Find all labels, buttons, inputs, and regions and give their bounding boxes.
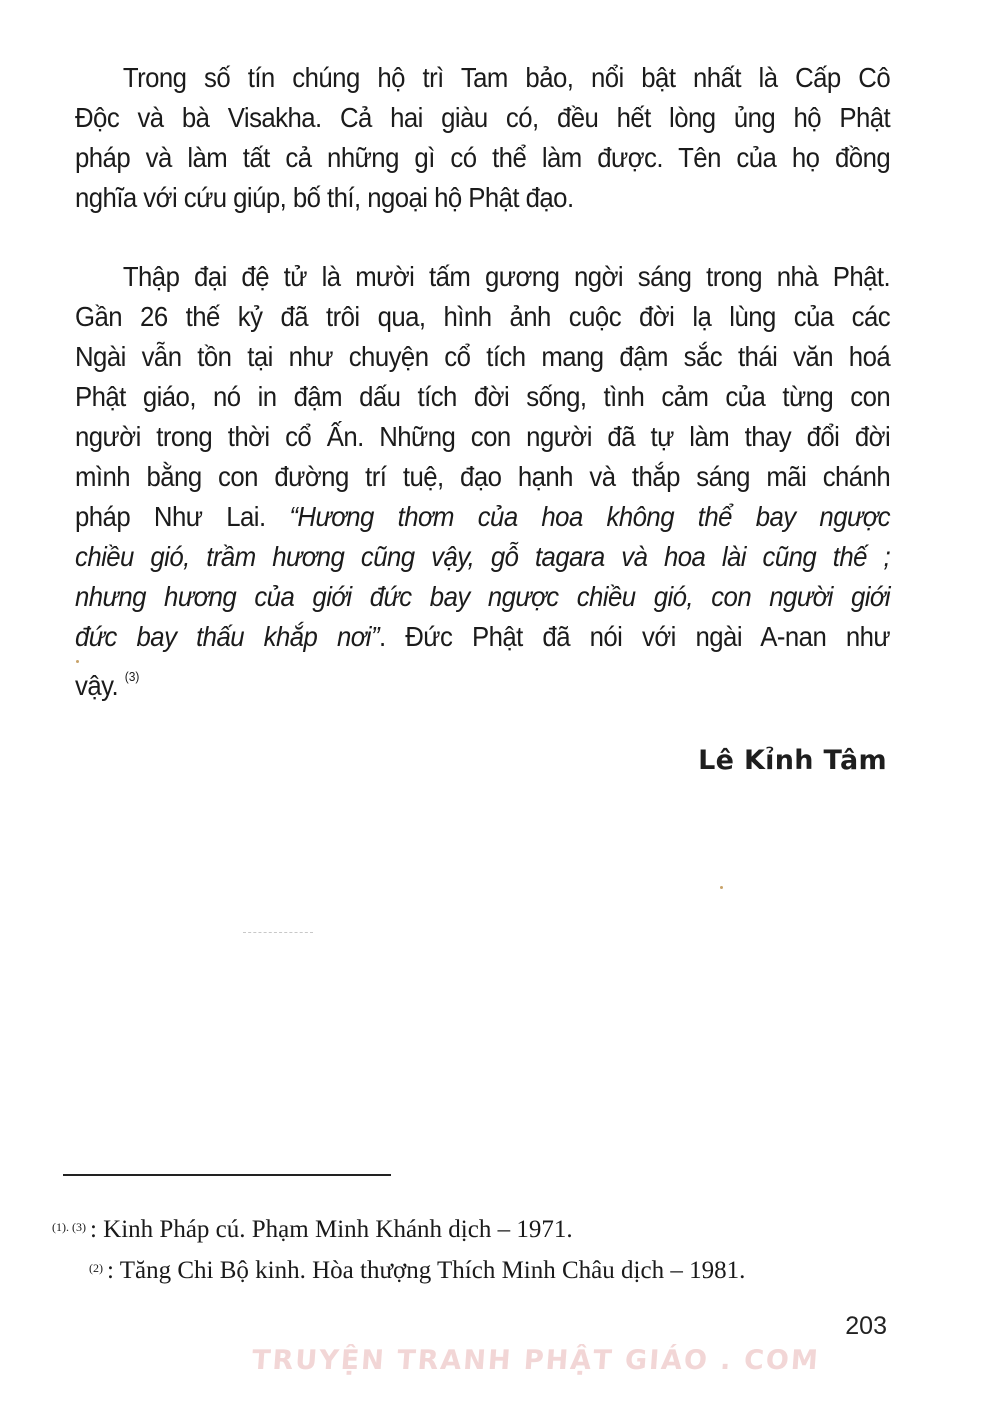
text-line: nghĩa với cứu giúp, bố thí, ngoại hộ Phật đạo. bbox=[75, 182, 574, 213]
footnote-marker: (1). (3) bbox=[52, 1220, 86, 1234]
footnote-divider bbox=[63, 1174, 391, 1176]
text-line-quote-end: đức bay thấu khắp nơi”. Đức Phật đã nói với ngài A-nan như bbox=[75, 621, 891, 652]
paragraph-2 bbox=[75, 257, 890, 706]
text-line: vậy. $^{(3)}$ bbox=[75, 669, 140, 701]
footnotes bbox=[52, 1208, 745, 1290]
footnote-2 bbox=[52, 1249, 745, 1290]
text-line-quote-start: pháp Như Lai. “Hương thơm của hoa không thể bay ngược bbox=[75, 501, 891, 532]
author-signature: Lê Kỉnh Tâm bbox=[698, 745, 887, 776]
text-line-quote bbox=[75, 577, 890, 617]
quote-text: chiều gió, trầm hương cũng vậy, gỗ tagara và hoa lài cũng thế ; bbox=[75, 541, 891, 572]
scan-speck bbox=[76, 660, 79, 663]
footnote-1-3 bbox=[52, 1208, 745, 1249]
paragraph-1 bbox=[75, 58, 890, 218]
text-line: Phật giáo, nó in đậm dấu tích đời sống, tình cảm của từng con bbox=[75, 381, 891, 412]
footnote-reference: (3) bbox=[124, 669, 140, 684]
text-line: Trong số tín chúng hộ trì Tam bảo, nổi bật nhất là Cấp Cô bbox=[122, 62, 891, 93]
footnote-marker: (2) bbox=[89, 1261, 103, 1275]
text-line: Độc và bà Visakha. Cả hai giàu có, đều hết lòng ủng hộ Phật bbox=[75, 102, 891, 133]
text-line: Gần 26 thế kỷ đã trôi qua, hình ảnh cuộc đời lạ lùng của các bbox=[75, 301, 891, 332]
footnote-text: : Kinh Pháp cú. Phạm Minh Khánh dịch – 1971. bbox=[89, 1216, 573, 1243]
watermark: TRUYỆN TRANH PHẬT GIÁO . COM bbox=[250, 1345, 821, 1376]
quote-text: nhưng hương của giới đức bay ngược chiều gió, con người giới bbox=[75, 581, 891, 612]
quote-text: “Hương thơm của hoa không thể bay ngược bbox=[289, 501, 891, 532]
scan-speck bbox=[720, 886, 723, 889]
text-line-quote bbox=[75, 537, 890, 577]
text-line: Ngài vẫn tồn tại như chuyện cổ tích mang đậm sắc thái văn hoá bbox=[75, 341, 891, 372]
text-line: mình bằng con đường trí tuệ, đạo hạnh và thắp sáng mãi chánh bbox=[75, 461, 891, 492]
text-line: người trong thời cổ Ấn. Những con người đã tự làm thay đổi đời bbox=[75, 421, 891, 452]
text-line: Thập đại đệ tử là mười tấm gương ngời sáng trong nhà Phật. bbox=[122, 261, 891, 292]
footnote-text: : Tăng Chi Bộ kinh. Hòa thượng Thích Minh Châu dịch – 1981. bbox=[107, 1257, 746, 1284]
page-number: 203 bbox=[845, 1312, 887, 1340]
faint-scan-marks bbox=[243, 932, 313, 936]
quote-text: đức bay thấu khắp nơi” bbox=[75, 621, 379, 652]
text-line: pháp và làm tất cả những gì có thể làm được. Tên của họ đồng bbox=[75, 142, 891, 173]
